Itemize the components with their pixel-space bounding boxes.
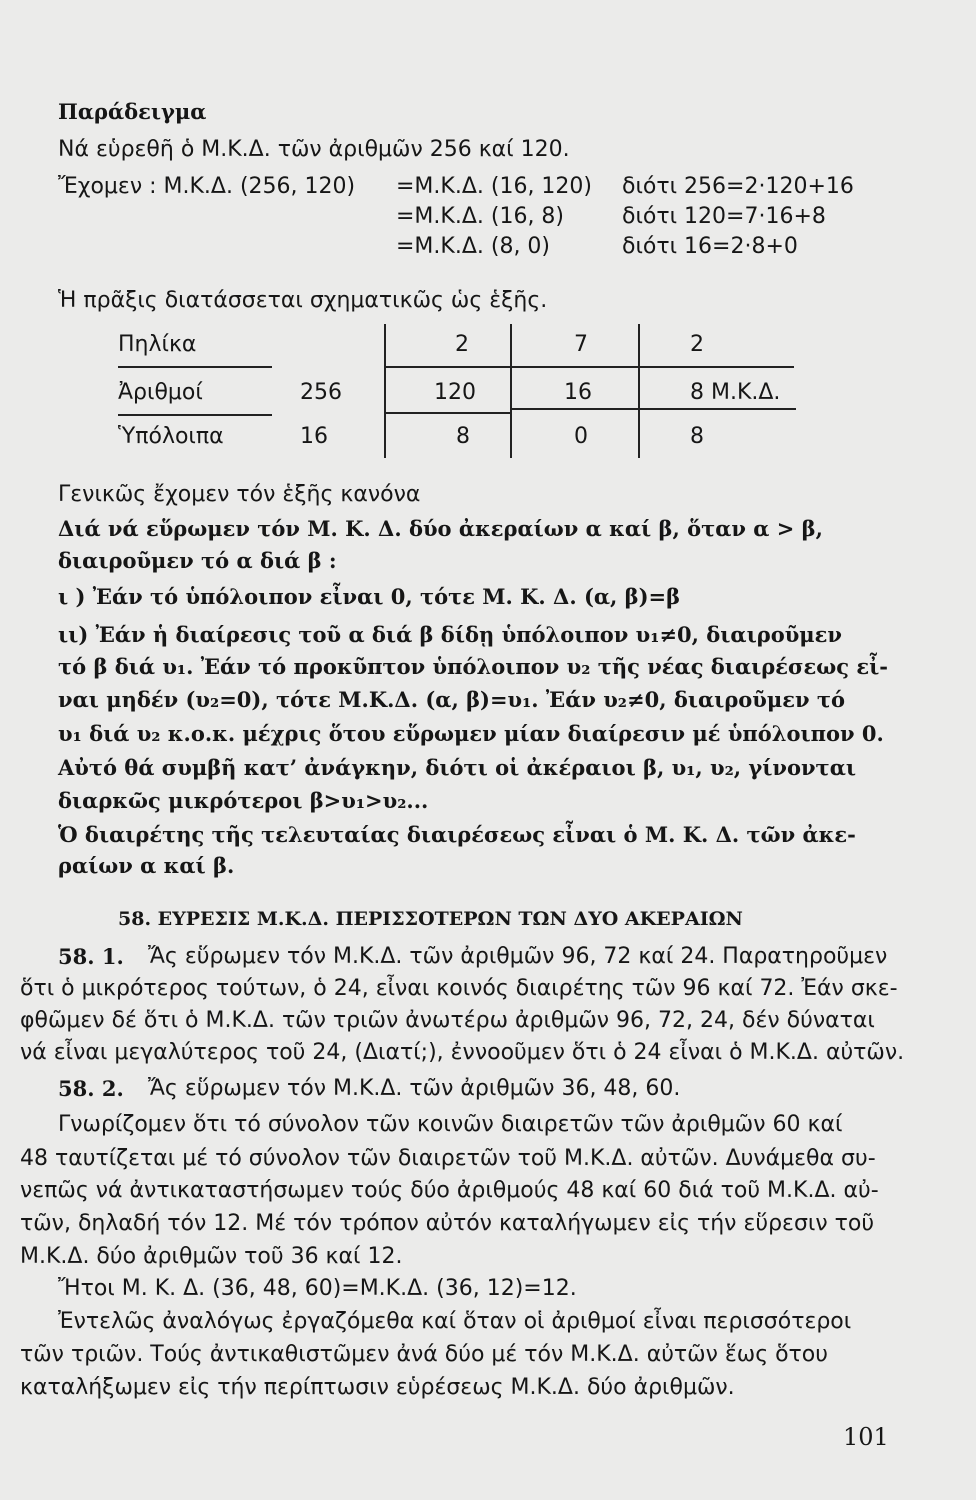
rule-line-4: ιι) Ἐάν ἡ διαίρεσις τοῦ α διά β δίδῃ ὑπόλοιπον υ₁≠0, διαιροῦμεν	[58, 622, 843, 647]
calc-line-2-mid: =Μ.Κ.Δ. (16, 8)	[396, 204, 565, 229]
row-label-remainders: Ὑπόλοιπα	[118, 424, 224, 449]
quotient-3: 2	[690, 332, 704, 357]
section-title: 58. ΕΥΡΕΣΙΣ Μ.Κ.Δ. ΠΕΡΙΣΣΟΤΕΡΩΝ ΤΩΝ ΔΥΟ ΑΚΕΡΑΙΩΝ	[118, 908, 743, 930]
example-task: Νά εὑρεθῆ ὁ Μ.Κ.Δ. τῶν ἀριθμῶν 256 καί 120.	[58, 137, 570, 162]
paragraph-1-line-1: Ἄς εὕρωμεν τόν Μ.Κ.Δ. τῶν ἀριθμῶν 96, 72 καί 24. Παρατηροῦμεν	[148, 944, 888, 969]
table-divider	[118, 366, 272, 368]
rule-line-9: διαρκῶς μικρότεροι β>υ₁>υ₂...	[58, 788, 429, 813]
rule-line-8: Αὐτό θά συμβῆ κατ’ ἀνάγκην, διότι οἱ ἀκέραιοι β, υ₁, υ₂, γίνονται	[58, 755, 857, 780]
table-divider	[384, 366, 794, 368]
paragraph-1-line-3: φθῶμεν δέ ὅτι ὁ Μ.Κ.Δ. τῶν τριῶν ἀνωτέρω ἀριθμῶν 96, 72, 24, δέν δύναται	[20, 1008, 875, 1033]
calc-line-1-left: Ἔχομεν : Μ.Κ.Δ. (256, 120)	[58, 174, 356, 199]
table-divider	[384, 412, 510, 414]
paragraph-2-line-4: νεπῶς νά ἀντικαταστήσωμεν τούς δύο ἀριθμούς 48 καί 60 διά τοῦ Μ.Κ.Δ. αὐ-	[20, 1178, 879, 1203]
scheme-intro: Ἡ πρᾶξις διατάσσεται σχηματικῶς ὡς ἑξῆς.	[58, 288, 548, 313]
table-divider	[638, 324, 640, 458]
row-label-numbers: Ἀριθμοί	[118, 380, 203, 405]
division-scheme-table	[118, 322, 798, 464]
paragraph-2-line-10: καταλήξωμεν εἰς τήν περίπτωσιν εὑρέσεως Μ.Κ.Δ. δύο ἀριθμῶν.	[20, 1375, 735, 1400]
number-4-gcd: 8 Μ.Κ.Δ.	[690, 380, 781, 405]
table-divider	[510, 408, 638, 410]
remainder-1: 16	[300, 424, 328, 449]
calc-line-3-mid: =Μ.Κ.Δ. (8, 0)	[396, 234, 551, 259]
page-number: 101	[843, 1423, 889, 1451]
rule-line-1: Διά νά εὕρωμεν τόν Μ. Κ. Δ. δύο ἀκεραίων α καί β, ὅταν α > β,	[58, 516, 823, 541]
remainder-3: 0	[574, 424, 588, 449]
paragraph-1-line-4: νά εἶναι μεγαλύτερος τοῦ 24, (Διατί;), ἐννοοῦμεν ὅτι ὁ 24 εἶναι ὁ Μ.Κ.Δ. αὐτῶν.	[20, 1040, 905, 1065]
table-divider	[384, 324, 386, 458]
rule-line-3: ι ) Ἐάν τό ὑπόλοιπον εἶναι 0, τότε Μ. Κ. Δ. (α, β)=β	[58, 584, 681, 609]
calc-line-1-mid: =Μ.Κ.Δ. (16, 120)	[396, 174, 593, 199]
calc-line-3-right: διότι 16=2·8+0	[622, 234, 798, 259]
rule-line-11: ραίων α καί β.	[58, 853, 235, 878]
paragraph-2-line-5: τῶν, δηλαδή τόν 12. Μέ τόν τρόπον αὐτόν καταλήγωμεν εἰς τήν εὕρεσιν τοῦ	[20, 1211, 875, 1236]
rule-line-7: υ₁ διά υ₂ κ.ο.κ. μέχρις ὅτου εὕρωμεν μίαν διαίρεσιν μέ ὑπόλοιπον 0.	[58, 721, 884, 746]
remainder-2: 8	[456, 424, 470, 449]
rule-intro: Γενικῶς ἔχομεν τόν ἑξῆς κανόνα	[58, 482, 421, 507]
table-divider	[510, 324, 512, 458]
rule-line-10: Ὁ διαιρέτης τῆς τελευταίας διαιρέσεως εἶναι ὁ Μ. Κ. Δ. τῶν ἀκε-	[58, 822, 856, 847]
paragraph-2-number: 58. 2.	[58, 1076, 124, 1101]
quotient-1: 2	[455, 332, 469, 357]
rule-line-6: ναι μηδέν (υ₂=0), τότε Μ.Κ.Δ. (α, β)=υ₁. Ἐάν υ₂≠0, διαιροῦμεν τό	[58, 687, 846, 712]
paragraph-2-line-2: Γνωρίζομεν ὅτι τό σύνολον τῶν κοινῶν διαιρετῶν τῶν ἀριθμῶν 60 καί	[58, 1112, 843, 1137]
example-heading: Παράδειγμα	[58, 99, 207, 124]
row-label-quotients: Πηλίκα	[118, 332, 197, 357]
quotient-2: 7	[574, 332, 588, 357]
paragraph-2-line-8: Ἐντελῶς ἀναλόγως ἐργαζόμεθα καί ὅταν οἱ ἀριθμοί εἶναι περισσότεροι	[58, 1309, 852, 1334]
paragraph-1-line-2: ὅτι ὁ μικρότερος τούτων, ὁ 24, εἶναι κοινός διαιρέτης τῶν 96 καί 72. Ἐάν σκε-	[20, 976, 898, 1001]
calc-line-2-right: διότι 120=7·16+8	[622, 204, 826, 229]
paragraph-2-line-1: Ἄς εὕρωμεν τόν Μ.Κ.Δ. τῶν ἀριθμῶν 36, 48, 60.	[148, 1076, 681, 1101]
rule-line-2: διαιροῦμεν τό α διά β :	[58, 548, 337, 573]
paragraph-2-line-6: Μ.Κ.Δ. δύο ἀριθμῶν τοῦ 36 καί 12.	[20, 1244, 403, 1269]
paragraph-2-line-7: Ἤτοι Μ. Κ. Δ. (36, 48, 60)=Μ.Κ.Δ. (36, 12)=12.	[58, 1276, 577, 1301]
number-2: 120	[434, 380, 476, 405]
paragraph-2-line-9: τῶν τριῶν. Τούς ἀντικαθιστῶμεν ἀνά δύο μέ τόν Μ.Κ.Δ. αὐτῶν ἕως ὅτου	[20, 1342, 828, 1367]
table-divider	[638, 408, 796, 410]
table-divider	[118, 414, 272, 416]
calc-line-1-right: διότι 256=2·120+16	[622, 174, 854, 199]
rule-line-5: τό β διά υ₁. Ἐάν τό προκῦπτον ὑπόλοιπον υ₂ τῆς νέας διαιρέσεως εἶ-	[58, 654, 889, 679]
remainder-4: 8	[690, 424, 704, 449]
paragraph-2-line-3: 48 ταυτίζεται μέ τό σύνολον τῶν διαιρετῶν τοῦ Μ.Κ.Δ. αὐτῶν. Δυνάμεθα συ-	[20, 1146, 876, 1171]
number-1: 256	[300, 380, 342, 405]
paragraph-1-number: 58. 1.	[58, 944, 124, 969]
number-3: 16	[564, 380, 592, 405]
